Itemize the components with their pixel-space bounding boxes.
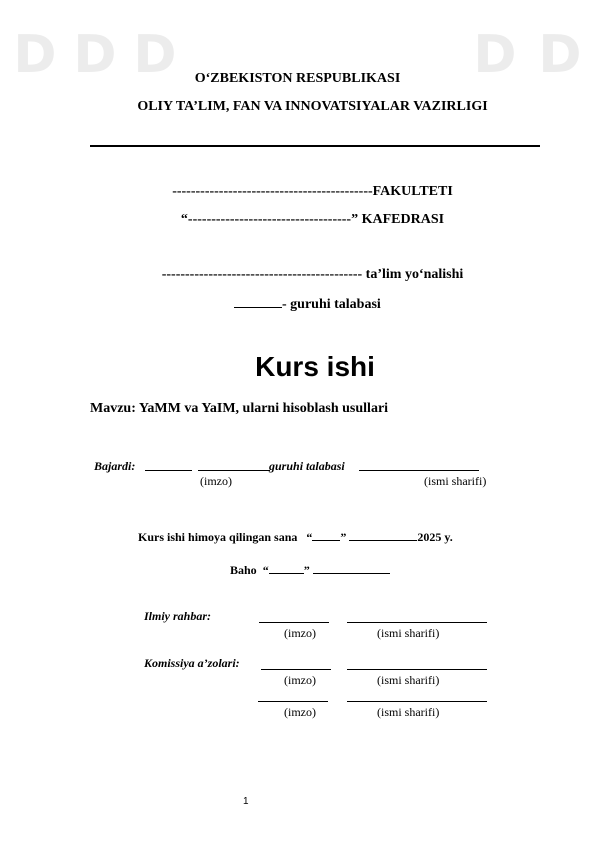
- group-blank: [234, 295, 282, 308]
- performer-name-line: [359, 470, 479, 471]
- quote-open: “: [262, 563, 269, 577]
- page-number: 1: [243, 796, 249, 807]
- quote-close: ”: [340, 530, 347, 544]
- supervisor-imzo-caption: (imzo): [284, 626, 316, 640]
- defense-day-blank: [312, 528, 340, 541]
- commission-imzo-caption-2: (imzo): [284, 705, 316, 719]
- defense-month-blank: [349, 528, 417, 541]
- commission-name-caption-2: (ismi sharifi): [377, 705, 440, 719]
- commission-name-caption-1: (ismi sharifi): [377, 673, 440, 687]
- quote-close: ”: [303, 563, 310, 577]
- supervisor-name-caption: (ismi sharifi): [377, 626, 440, 640]
- group-line: [234, 295, 381, 313]
- kafedra-line: “-----------------------------------” KAFEDRASI: [180, 212, 445, 227]
- commission-imzo-caption-1: (imzo): [284, 673, 316, 687]
- quote-open: “: [306, 530, 313, 544]
- watermark-letter: D: [538, 25, 582, 85]
- defense-year: 2025 y.: [417, 530, 453, 544]
- performer-blank-2: [198, 470, 270, 471]
- supervisor-imzo-line: [259, 622, 329, 623]
- grade-line: [230, 561, 390, 578]
- document-title: Kurs ishi: [255, 351, 375, 382]
- defense-date-label: Kurs ishi himoya qilingan sana: [138, 530, 298, 544]
- supervisor-label: Ilmiy rahbar:: [144, 609, 212, 623]
- commission-imzo-line-2: [258, 701, 328, 702]
- header-divider: [90, 145, 540, 147]
- supervisor-name-line: [347, 622, 487, 623]
- group-suffix: - guruhi talabasi: [282, 297, 381, 312]
- grade-blank-1: [269, 561, 304, 574]
- watermark-letter: D: [473, 25, 517, 85]
- performer-name-caption: (ismi sharifi): [424, 474, 487, 488]
- ministry-name: OLIY TA’LIM, FAN VA INNOVATSIYALAR VAZIRLIGI: [137, 99, 488, 114]
- grade-blank-2: [313, 561, 390, 574]
- topic-line: Mavzu: YaMM va YaIM, ularni hisoblash usullari: [90, 401, 389, 416]
- defense-date-line: [138, 528, 453, 545]
- direction-line: ------------------------------------------- ta’lim yo‘nalishi: [161, 267, 464, 282]
- commission-name-line-2: [347, 701, 487, 702]
- performer-label: Bajardi:: [94, 459, 136, 473]
- performer-imzo-caption: (imzo): [200, 474, 232, 488]
- grade-label: Baho: [230, 563, 257, 577]
- commission-name-line-1: [347, 669, 487, 670]
- commission-label: Komissiya a’zolari:: [144, 656, 240, 670]
- commission-imzo-line-1: [261, 669, 331, 670]
- watermark-letter: D: [73, 25, 117, 85]
- performer-blank-1: [145, 470, 192, 471]
- faculty-line: -------------------------------------------FAKULTETI: [172, 184, 453, 199]
- watermark-letter: D: [133, 25, 177, 85]
- performer-group-label: guruhi talabasi: [269, 459, 345, 473]
- ministry-country: O‘ZBEKISTON RESPUBLIKASI: [194, 71, 401, 86]
- watermark-letter: D: [13, 25, 57, 85]
